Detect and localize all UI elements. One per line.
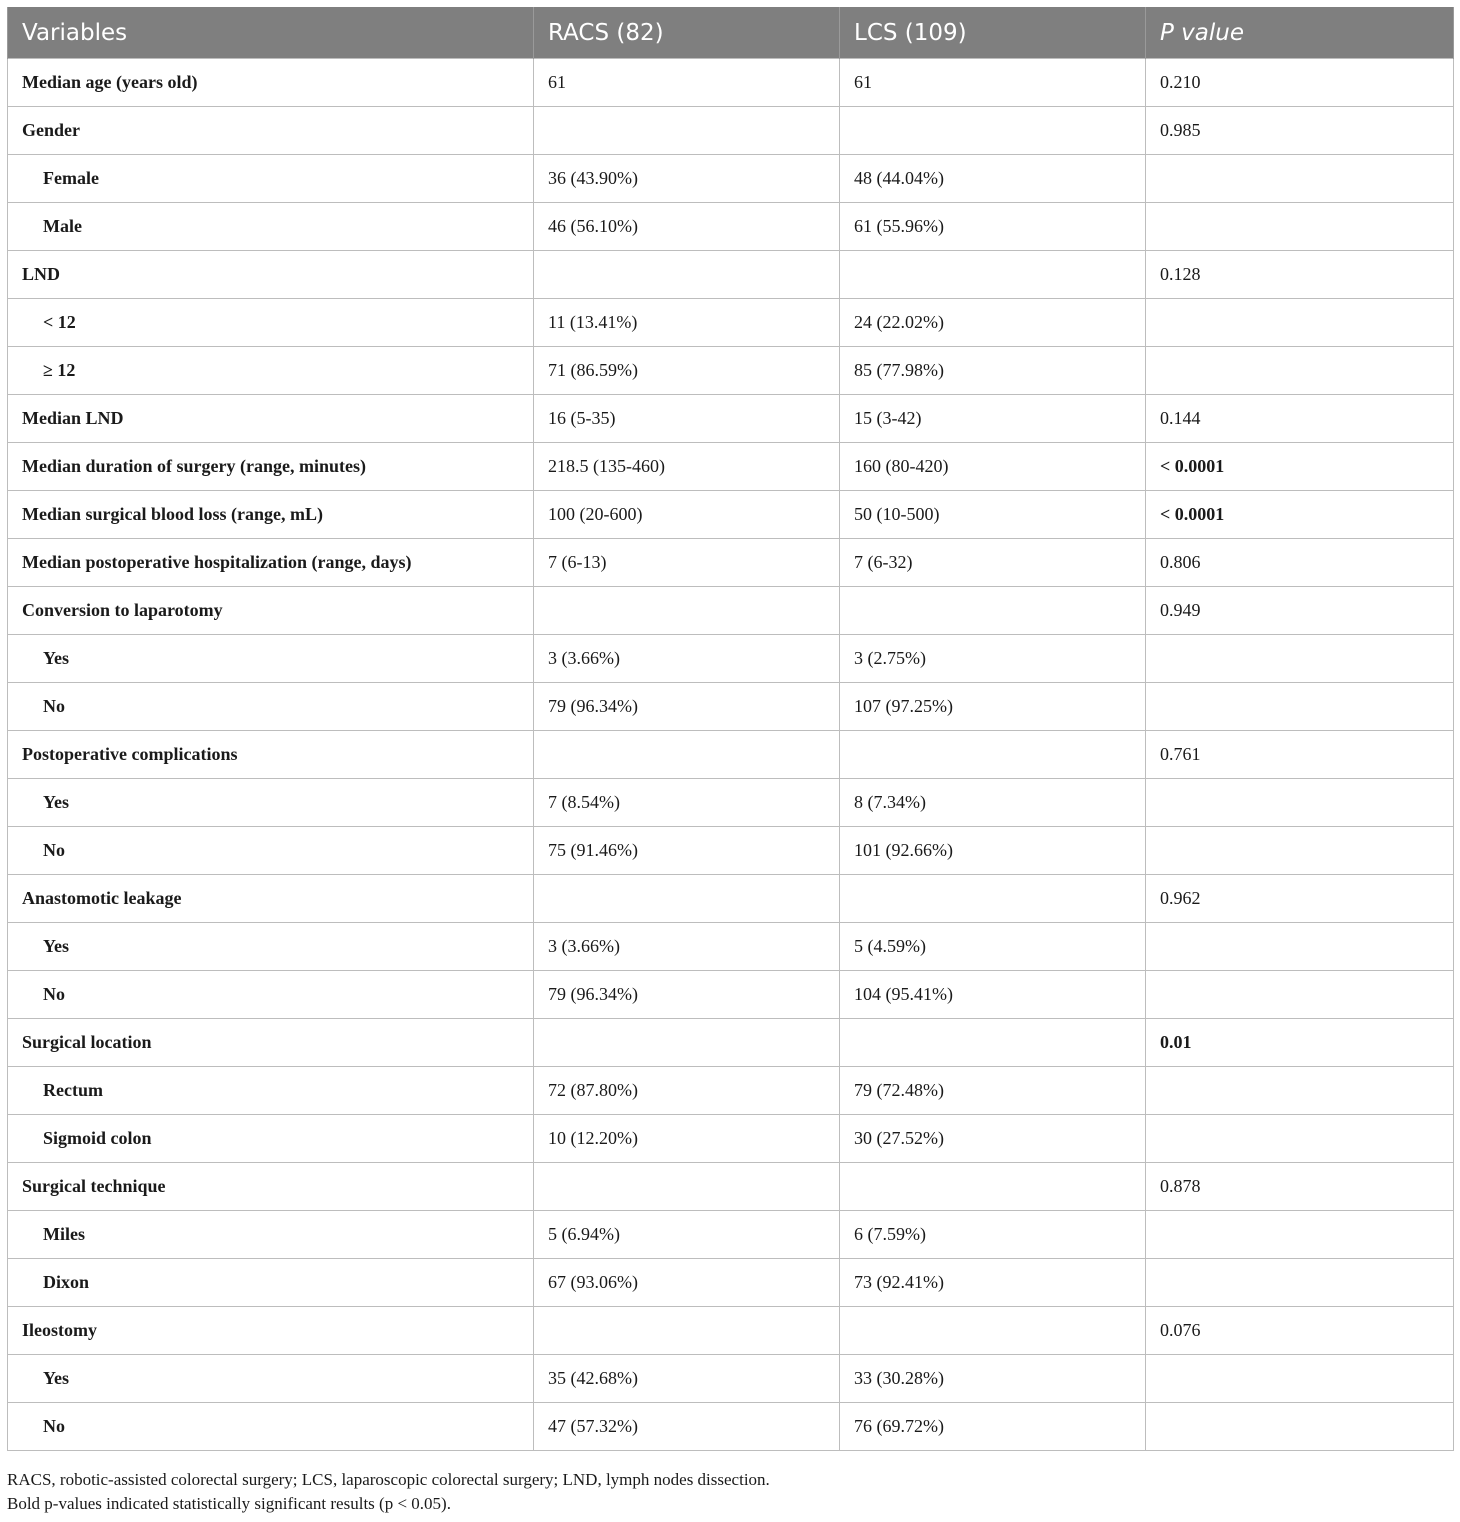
table-row bbox=[8, 491, 1454, 539]
table-row bbox=[8, 395, 1454, 443]
p-value-cell bbox=[1146, 347, 1454, 395]
lcs-cell bbox=[840, 587, 1146, 635]
variable-cell: Median LND bbox=[8, 395, 534, 443]
lcs-cell bbox=[840, 251, 1146, 299]
p-value-cell bbox=[1146, 1211, 1454, 1259]
table-row bbox=[8, 731, 1454, 779]
table-row bbox=[8, 971, 1454, 1019]
lcs-cell: 85 (77.98%) bbox=[840, 347, 1146, 395]
variable-cell: Surgical location bbox=[8, 1019, 534, 1067]
header-racs: RACS (82) bbox=[534, 7, 840, 59]
racs-cell bbox=[534, 731, 840, 779]
p-value-cell bbox=[1146, 155, 1454, 203]
lcs-cell bbox=[840, 1307, 1146, 1355]
table-footnotes bbox=[7, 1468, 770, 1516]
table-row bbox=[8, 1019, 1454, 1067]
lcs-cell: 8 (7.34%) bbox=[840, 779, 1146, 827]
variable-cell: Conversion to laparotomy bbox=[8, 587, 534, 635]
table-row bbox=[8, 1307, 1454, 1355]
table-row bbox=[8, 1403, 1454, 1451]
variable-cell: Yes bbox=[8, 1355, 534, 1403]
variable-cell: Anastomotic leakage bbox=[8, 875, 534, 923]
racs-cell: 11 (13.41%) bbox=[534, 299, 840, 347]
racs-cell bbox=[534, 1163, 840, 1211]
lcs-cell: 50 (10-500) bbox=[840, 491, 1146, 539]
p-value-cell: 0.878 bbox=[1146, 1163, 1454, 1211]
p-value-cell bbox=[1146, 299, 1454, 347]
racs-cell: 36 (43.90%) bbox=[534, 155, 840, 203]
racs-cell: 218.5 (135-460) bbox=[534, 443, 840, 491]
p-value-cell: < 0.0001 bbox=[1146, 491, 1454, 539]
variable-cell: LND bbox=[8, 251, 534, 299]
variable-cell: No bbox=[8, 827, 534, 875]
variable-cell: Surgical technique bbox=[8, 1163, 534, 1211]
variable-cell: Median age (years old) bbox=[8, 59, 534, 107]
racs-cell: 46 (56.10%) bbox=[534, 203, 840, 251]
header-variables: Variables bbox=[8, 7, 534, 59]
racs-cell bbox=[534, 107, 840, 155]
table-row bbox=[8, 1211, 1454, 1259]
lcs-cell: 79 (72.48%) bbox=[840, 1067, 1146, 1115]
table-row bbox=[8, 443, 1454, 491]
variable-cell: Gender bbox=[8, 107, 534, 155]
p-value-cell bbox=[1146, 827, 1454, 875]
racs-cell bbox=[534, 875, 840, 923]
racs-cell: 16 (5-35) bbox=[534, 395, 840, 443]
lcs-cell: 5 (4.59%) bbox=[840, 923, 1146, 971]
p-value-cell: 0.210 bbox=[1146, 59, 1454, 107]
variable-cell: Median postoperative hospitalization (range, days) bbox=[8, 539, 534, 587]
variable-cell: Female bbox=[8, 155, 534, 203]
racs-cell: 3 (3.66%) bbox=[534, 635, 840, 683]
p-value-cell: 0.076 bbox=[1146, 1307, 1454, 1355]
results-table-container bbox=[7, 7, 1453, 1451]
lcs-cell: 101 (92.66%) bbox=[840, 827, 1146, 875]
racs-cell: 72 (87.80%) bbox=[534, 1067, 840, 1115]
table-row bbox=[8, 59, 1454, 107]
racs-cell: 47 (57.32%) bbox=[534, 1403, 840, 1451]
lcs-cell: 24 (22.02%) bbox=[840, 299, 1146, 347]
p-value-cell bbox=[1146, 1067, 1454, 1115]
variable-cell: Ileostomy bbox=[8, 1307, 534, 1355]
table-row bbox=[8, 1355, 1454, 1403]
table-row bbox=[8, 1067, 1454, 1115]
p-value-cell bbox=[1146, 923, 1454, 971]
variable-cell: ≥ 12 bbox=[8, 347, 534, 395]
p-value-cell: 0.01 bbox=[1146, 1019, 1454, 1067]
header-row bbox=[8, 7, 1454, 59]
variable-cell: No bbox=[8, 971, 534, 1019]
table-row bbox=[8, 827, 1454, 875]
variable-cell: Dixon bbox=[8, 1259, 534, 1307]
lcs-cell: 107 (97.25%) bbox=[840, 683, 1146, 731]
lcs-cell: 3 (2.75%) bbox=[840, 635, 1146, 683]
p-value-cell: 0.144 bbox=[1146, 395, 1454, 443]
racs-cell: 75 (91.46%) bbox=[534, 827, 840, 875]
footnote-significance: Bold p-values indicated statistically significant results (p < 0.05). bbox=[7, 1494, 451, 1513]
lcs-cell: 7 (6-32) bbox=[840, 539, 1146, 587]
racs-cell: 35 (42.68%) bbox=[534, 1355, 840, 1403]
racs-cell: 10 (12.20%) bbox=[534, 1115, 840, 1163]
p-value-cell: 0.985 bbox=[1146, 107, 1454, 155]
variable-cell: < 12 bbox=[8, 299, 534, 347]
table-row bbox=[8, 683, 1454, 731]
lcs-cell: 30 (27.52%) bbox=[840, 1115, 1146, 1163]
variable-cell: Sigmoid colon bbox=[8, 1115, 534, 1163]
table-row bbox=[8, 1163, 1454, 1211]
lcs-cell bbox=[840, 875, 1146, 923]
racs-cell: 5 (6.94%) bbox=[534, 1211, 840, 1259]
table-row bbox=[8, 107, 1454, 155]
table-row bbox=[8, 155, 1454, 203]
table-row bbox=[8, 1115, 1454, 1163]
racs-cell bbox=[534, 1307, 840, 1355]
racs-cell: 3 (3.66%) bbox=[534, 923, 840, 971]
racs-cell: 61 bbox=[534, 59, 840, 107]
p-value-cell bbox=[1146, 779, 1454, 827]
p-value-cell: 0.761 bbox=[1146, 731, 1454, 779]
table-row bbox=[8, 875, 1454, 923]
variable-cell: Male bbox=[8, 203, 534, 251]
table-row bbox=[8, 635, 1454, 683]
racs-cell: 79 (96.34%) bbox=[534, 971, 840, 1019]
variable-cell: No bbox=[8, 1403, 534, 1451]
p-value-cell bbox=[1146, 1355, 1454, 1403]
racs-cell: 79 (96.34%) bbox=[534, 683, 840, 731]
lcs-cell bbox=[840, 1163, 1146, 1211]
p-value-cell bbox=[1146, 203, 1454, 251]
table-row bbox=[8, 203, 1454, 251]
lcs-cell: 15 (3-42) bbox=[840, 395, 1146, 443]
p-value-cell bbox=[1146, 1259, 1454, 1307]
lcs-cell: 73 (92.41%) bbox=[840, 1259, 1146, 1307]
table-row bbox=[8, 779, 1454, 827]
results-table bbox=[7, 7, 1454, 1451]
table-header bbox=[8, 7, 1454, 59]
variable-cell: Yes bbox=[8, 923, 534, 971]
lcs-cell: 48 (44.04%) bbox=[840, 155, 1146, 203]
table-row bbox=[8, 923, 1454, 971]
table-row bbox=[8, 1259, 1454, 1307]
variable-cell: Median duration of surgery (range, minutes) bbox=[8, 443, 534, 491]
variable-cell: Postoperative complications bbox=[8, 731, 534, 779]
table-body bbox=[8, 59, 1454, 1451]
variable-cell: No bbox=[8, 683, 534, 731]
lcs-cell: 61 bbox=[840, 59, 1146, 107]
p-value-cell bbox=[1146, 1115, 1454, 1163]
racs-cell bbox=[534, 251, 840, 299]
variable-cell: Yes bbox=[8, 635, 534, 683]
header-lcs: LCS (109) bbox=[840, 7, 1146, 59]
p-value-cell: 0.128 bbox=[1146, 251, 1454, 299]
racs-cell: 100 (20-600) bbox=[534, 491, 840, 539]
p-value-cell bbox=[1146, 635, 1454, 683]
p-value-cell: 0.949 bbox=[1146, 587, 1454, 635]
lcs-cell: 61 (55.96%) bbox=[840, 203, 1146, 251]
p-value-cell bbox=[1146, 683, 1454, 731]
racs-cell: 7 (8.54%) bbox=[534, 779, 840, 827]
variable-cell: Median surgical blood loss (range, mL) bbox=[8, 491, 534, 539]
lcs-cell: 6 (7.59%) bbox=[840, 1211, 1146, 1259]
variable-cell: Yes bbox=[8, 779, 534, 827]
table-row bbox=[8, 251, 1454, 299]
p-value-cell: 0.806 bbox=[1146, 539, 1454, 587]
racs-cell: 71 (86.59%) bbox=[534, 347, 840, 395]
p-value-cell bbox=[1146, 1403, 1454, 1451]
lcs-cell: 33 (30.28%) bbox=[840, 1355, 1146, 1403]
footnote-abbreviations: RACS, robotic-assisted colorectal surgery; LCS, laparoscopic colorectal surgery; LND, lymph nodes dissection. bbox=[7, 1470, 770, 1489]
p-value-cell: < 0.0001 bbox=[1146, 443, 1454, 491]
racs-cell bbox=[534, 587, 840, 635]
lcs-cell bbox=[840, 1019, 1146, 1067]
variable-cell: Miles bbox=[8, 1211, 534, 1259]
racs-cell bbox=[534, 1019, 840, 1067]
lcs-cell bbox=[840, 107, 1146, 155]
table-row bbox=[8, 539, 1454, 587]
table-row bbox=[8, 587, 1454, 635]
racs-cell: 67 (93.06%) bbox=[534, 1259, 840, 1307]
variable-cell: Rectum bbox=[8, 1067, 534, 1115]
racs-cell: 7 (6-13) bbox=[534, 539, 840, 587]
lcs-cell: 104 (95.41%) bbox=[840, 971, 1146, 1019]
lcs-cell: 160 (80-420) bbox=[840, 443, 1146, 491]
table-row bbox=[8, 299, 1454, 347]
table-row bbox=[8, 347, 1454, 395]
lcs-cell bbox=[840, 731, 1146, 779]
p-value-cell: 0.962 bbox=[1146, 875, 1454, 923]
header-p-value: P value bbox=[1146, 7, 1454, 59]
lcs-cell: 76 (69.72%) bbox=[840, 1403, 1146, 1451]
p-value-cell bbox=[1146, 971, 1454, 1019]
